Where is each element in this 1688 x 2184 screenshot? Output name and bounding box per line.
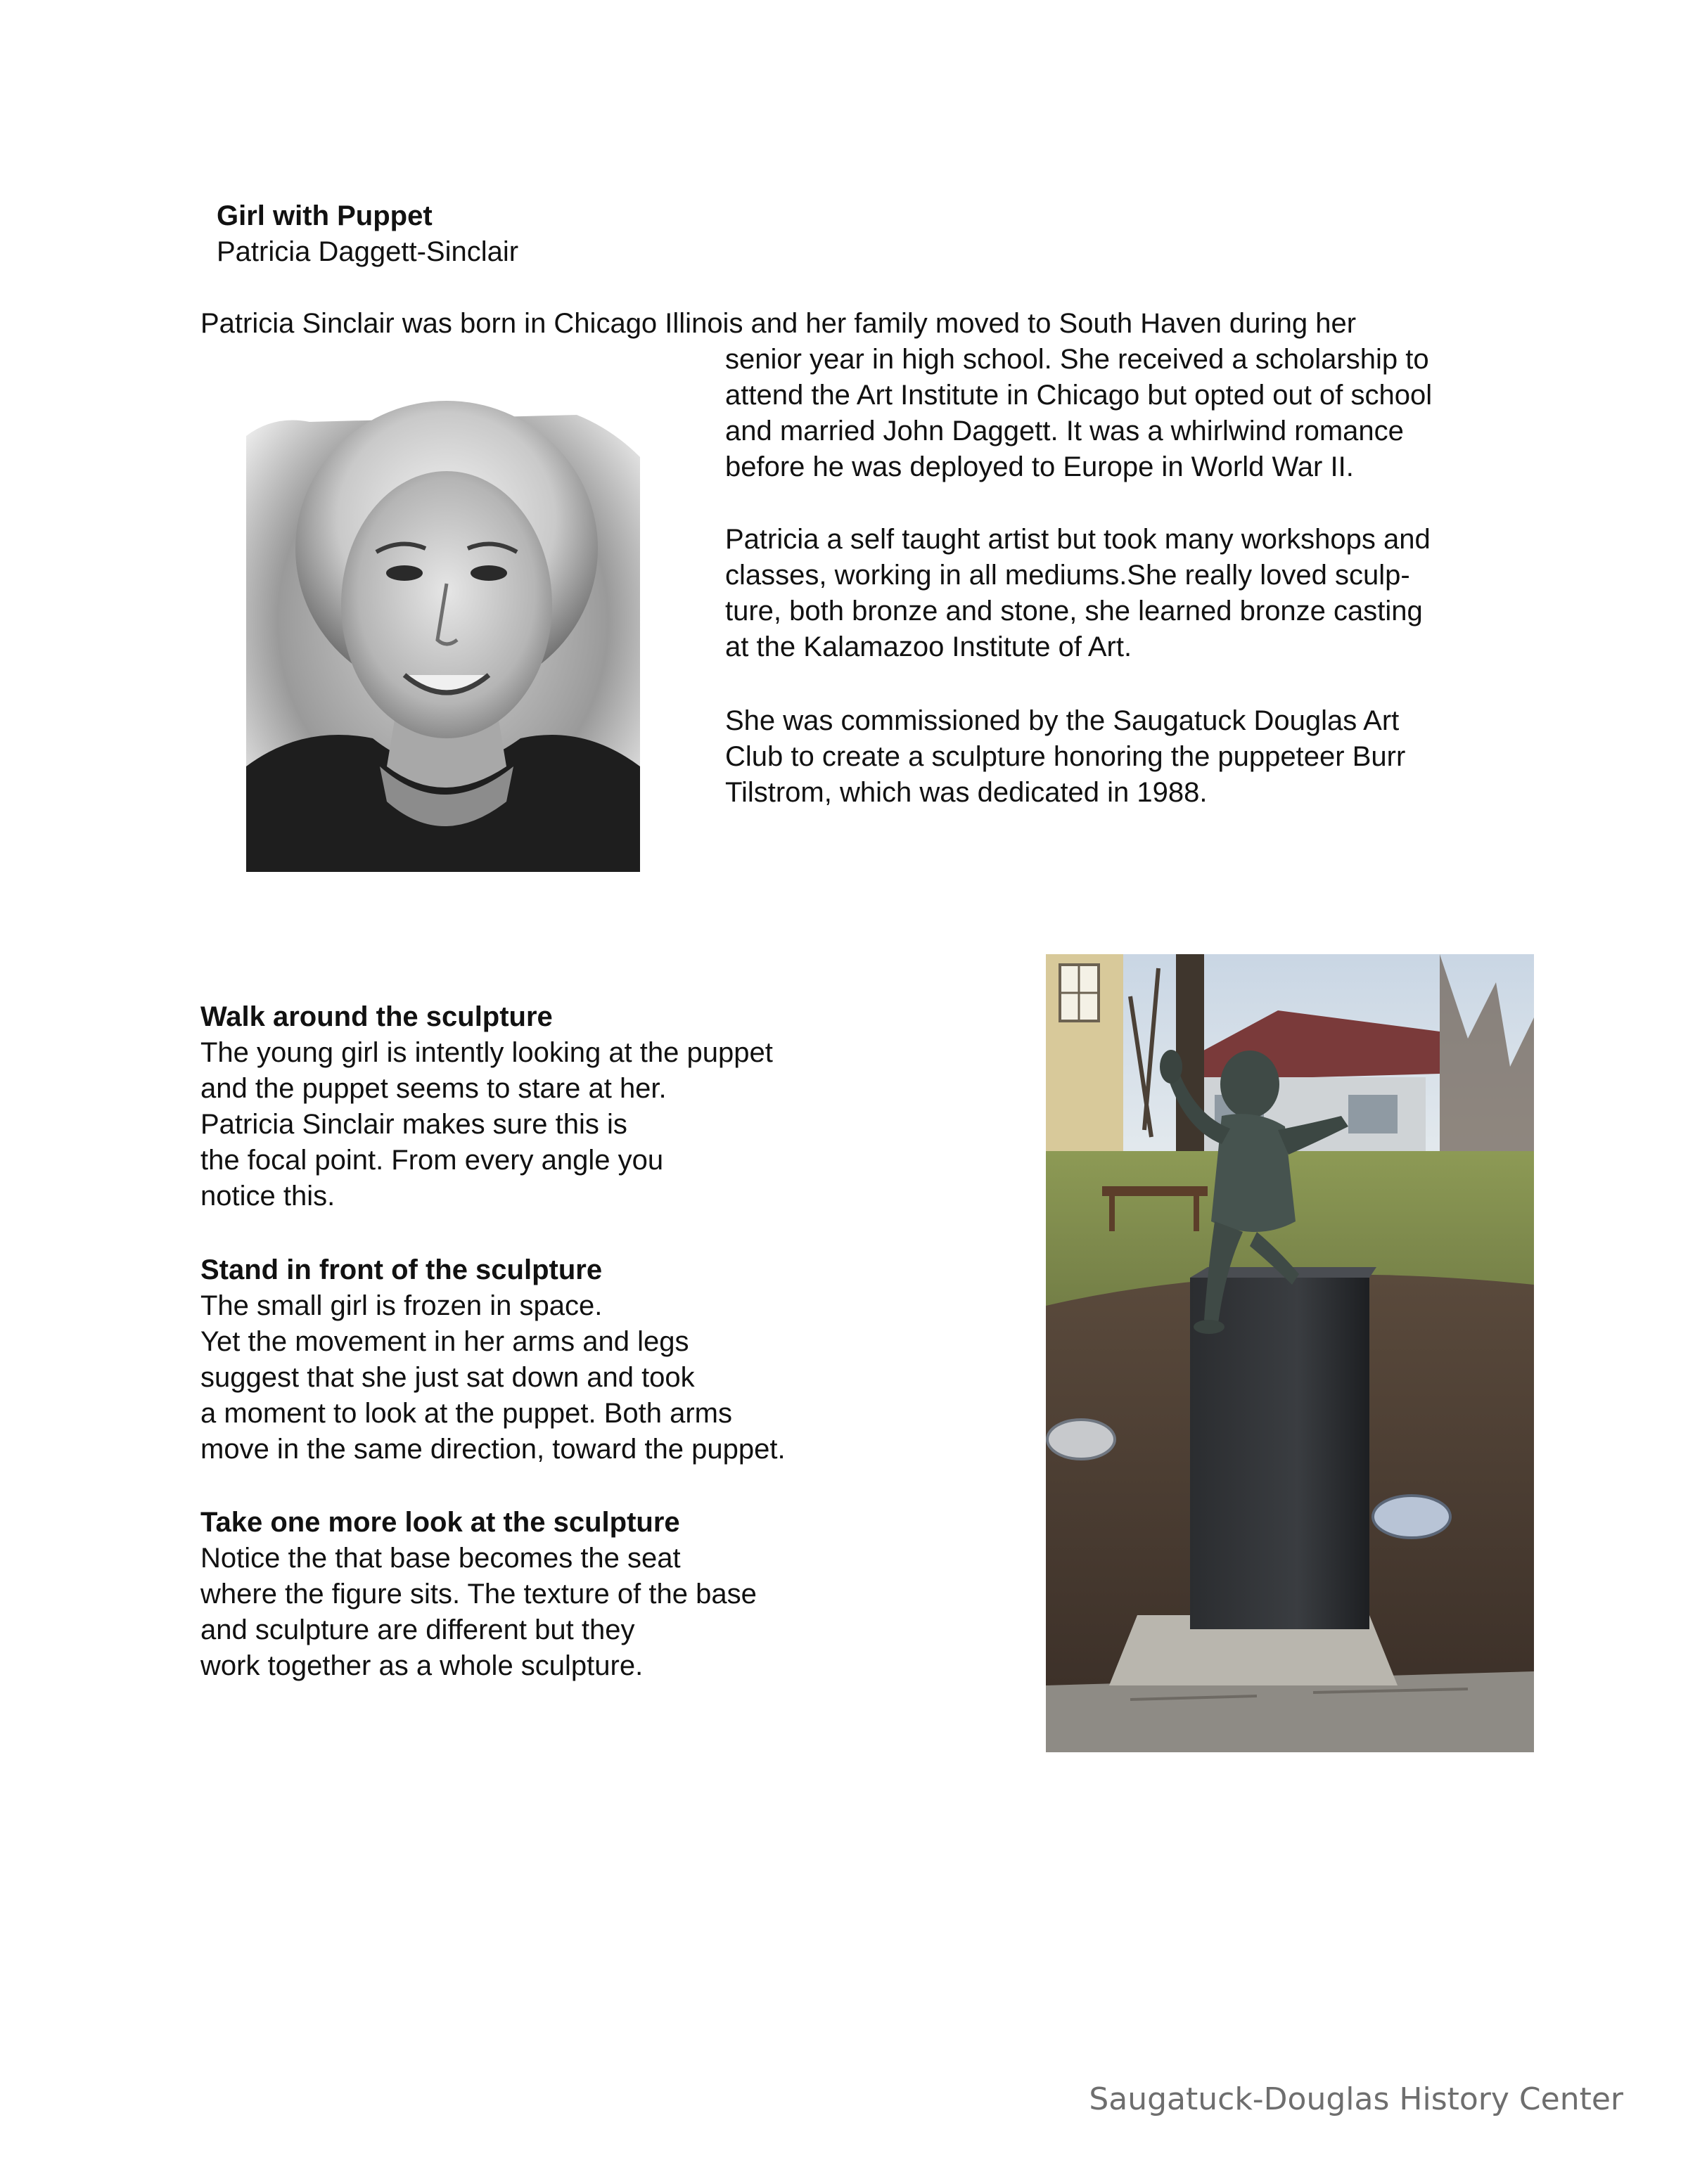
bio-line: before he was deployed to Europe in World War II.: [725, 451, 1354, 482]
sculpture-illustration: [1046, 954, 1534, 1752]
bio-line: Club to create a sculpture honoring the puppeteer Burr: [725, 741, 1406, 772]
artist-portrait-photo: [246, 373, 640, 872]
bio-paragraph-3: [725, 703, 1405, 811]
bio-line: She was commissioned by the Saugatuck Douglas Art: [725, 705, 1400, 736]
section-heading: Take one more look at the sculpture: [200, 1507, 680, 1538]
section-stand-in-front: [200, 1252, 786, 1467]
section-line: and the puppet seems to stare at her.: [200, 1073, 667, 1104]
bio-paragraph-2: [725, 522, 1431, 665]
bio-line: attend the Art Institute in Chicago but opted out of school: [725, 380, 1433, 411]
section-line: move in the same direction, toward the puppet.: [200, 1434, 786, 1465]
section-line: and sculpture are different but they: [200, 1614, 635, 1645]
bio-first-line: Patricia Sinclair was born in Chicago Illinois and her family moved to South Haven during her: [200, 308, 1357, 339]
bio-line: and married John Daggett. It was a whirlwind romance: [725, 416, 1404, 447]
portrait-illustration: [246, 373, 640, 872]
bio-line: senior year in high school. She received a scholarship to: [725, 344, 1429, 375]
bio-line: Patricia a self taught artist but took many workshops and: [725, 524, 1431, 555]
bio-line: at the Kalamazoo Institute of Art.: [725, 631, 1132, 662]
bio-line: Tilstrom, which was dedicated in 1988.: [725, 777, 1208, 808]
section-line: work together as a whole sculpture.: [200, 1650, 644, 1681]
section-line: where the figure sits. The texture of the base: [200, 1579, 757, 1610]
bio-line: ture, both bronze and stone, she learned bronze casting: [725, 596, 1423, 627]
artist-name: Patricia Daggett-Sinclair: [217, 236, 519, 267]
footer-credit: Saugatuck-Douglas History Center: [1089, 2081, 1623, 2117]
section-line: The small girl is frozen in space.: [200, 1290, 603, 1321]
section-line: Yet the movement in her arms and legs: [200, 1326, 689, 1357]
section-line: The young girl is intently looking at the puppet: [200, 1037, 773, 1068]
section-line: Patricia Sinclair makes sure this is: [200, 1109, 627, 1140]
section-line: Notice the that base becomes the seat: [200, 1543, 681, 1574]
bio-line: classes, working in all mediums.She really loved sculp-: [725, 560, 1410, 591]
page-title: Girl with Puppet: [217, 200, 433, 231]
section-heading: Stand in front of the sculpture: [200, 1254, 603, 1285]
section-walk-around: [200, 999, 773, 1214]
section-one-more-look: [200, 1505, 757, 1684]
section-line: the focal point. From every angle you: [200, 1145, 664, 1176]
section-heading: Walk around the sculpture: [200, 1001, 553, 1032]
section-line: suggest that she just sat down and took: [200, 1362, 695, 1393]
section-line: a moment to look at the puppet. Both arms: [200, 1398, 732, 1429]
section-line: notice this.: [200, 1181, 335, 1212]
bio-paragraph-1: [725, 342, 1432, 485]
sculpture-photo: [1046, 954, 1534, 1752]
